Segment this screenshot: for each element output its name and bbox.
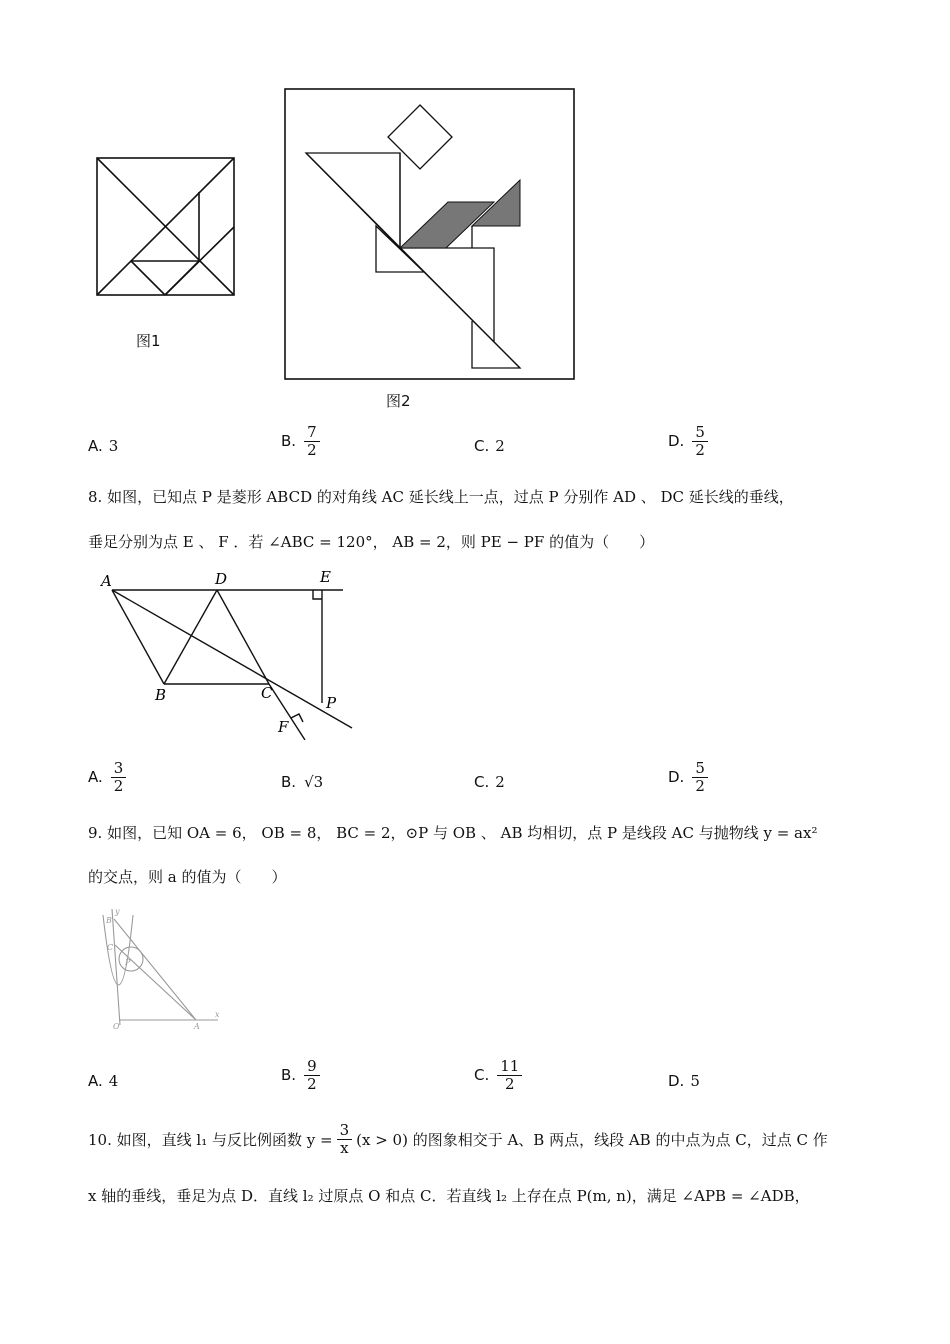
fraction: $\frac{7}{2}$ <box>304 424 320 458</box>
figure-1-caption: 图1 <box>136 332 161 350</box>
option-letter: C. <box>474 1066 490 1084</box>
label-x: x <box>215 1010 220 1019</box>
label-A: A <box>101 572 112 590</box>
figure-2-tangram-figure <box>284 88 576 382</box>
label-E: E <box>320 568 331 586</box>
fraction: $\frac{3}{x}$ <box>337 1122 353 1156</box>
label-A: A <box>194 1022 200 1030</box>
q7-option-a[interactable] <box>88 437 118 455</box>
option-letter: D. <box>668 768 685 786</box>
option-value: 5 <box>690 1072 700 1090</box>
q9-option-a[interactable] <box>88 1072 118 1090</box>
label-B: B <box>106 916 112 925</box>
fraction: $\frac{9}{2}$ <box>304 1058 320 1092</box>
option-letter: D. <box>668 1072 685 1090</box>
q7-option-d[interactable] <box>668 424 708 458</box>
option-value: √3 <box>304 773 324 791</box>
fraction: $\frac{3}{2}$ <box>111 760 127 794</box>
option-letter: B. <box>281 1066 297 1084</box>
q10-line-1 <box>88 1122 828 1156</box>
q7-option-c[interactable] <box>474 437 505 455</box>
q9-line-2: 的交点，则 a 的值为（ ） <box>88 868 287 886</box>
q8-option-b[interactable] <box>281 773 323 791</box>
q8-option-a[interactable] <box>88 760 126 794</box>
option-value: 2 <box>495 773 505 791</box>
q10-line-2: x 轴的垂线，垂足为点 D．直线 l₂ 过原点 O 和点 C．若直线 l₂ 上存在点 P(m, n)，满足 ∠APB = ∠ADB， <box>88 1187 810 1205</box>
option-letter: C. <box>474 437 490 455</box>
q10-line-1-start: 10. 如图，直线 l₁ 与反比例函数 y = <box>88 1130 333 1149</box>
label-C: C <box>261 684 273 702</box>
q8-option-d[interactable] <box>668 760 708 794</box>
q9-option-c[interactable] <box>474 1058 522 1092</box>
label-y: y <box>115 907 120 916</box>
fraction: $\frac{5}{2}$ <box>692 424 708 458</box>
q9-line-1: 9. 如图，已知 OA = 6， OB = 8， BC = 2，⊙P 与 OB 、 AB 均相切，点 P 是线段 AC 与抛物线 y = ax² <box>88 824 818 842</box>
option-letter: A. <box>88 437 103 455</box>
q8-option-c[interactable] <box>474 773 505 791</box>
label-B: B <box>155 686 167 704</box>
figure-2-caption: 图2 <box>386 392 411 410</box>
label-P: P <box>125 958 131 967</box>
fraction: $\frac{5}{2}$ <box>692 760 708 794</box>
option-letter: D. <box>668 432 685 450</box>
q9-option-b[interactable] <box>281 1058 320 1092</box>
q8-line-2: 垂足分别为点 E 、 F ．若 ∠ABC = 120°， AB = 2，则 PE − PF 的值为（ ） <box>88 533 655 551</box>
q10-line-1-end: (x > 0) 的图象相交于 A、B 两点，线段 AB 的中点为点 C，过点 C 作 <box>356 1130 828 1149</box>
label-P: P <box>326 694 337 712</box>
option-value: 2 <box>495 437 505 455</box>
q8-line-1: 8. 如图，已知点 P 是菱形 ABCD 的对角线 AC 延长线上一点，过点 P 分别作 AD 、 DC 延长线的垂线， <box>88 488 794 506</box>
option-letter: C. <box>474 773 490 791</box>
option-letter: A. <box>88 768 103 786</box>
q9-option-d[interactable] <box>668 1072 700 1090</box>
option-letter: B. <box>281 432 297 450</box>
label-D: D <box>215 570 228 588</box>
option-letter: B. <box>281 773 297 791</box>
option-value: 3 <box>108 437 119 455</box>
label-F: F <box>278 718 289 736</box>
option-letter: A. <box>88 1072 103 1090</box>
q9-parabola-figure <box>93 905 228 1030</box>
figure-1-tangram-square <box>90 150 240 300</box>
option-value: 4 <box>108 1072 119 1090</box>
fraction: $\frac{11}{2}$ <box>497 1058 522 1092</box>
label-O: O <box>113 1022 120 1030</box>
label-C: C <box>107 943 114 952</box>
q7-option-b[interactable] <box>281 424 320 458</box>
q8-rhombus-figure <box>95 568 365 740</box>
